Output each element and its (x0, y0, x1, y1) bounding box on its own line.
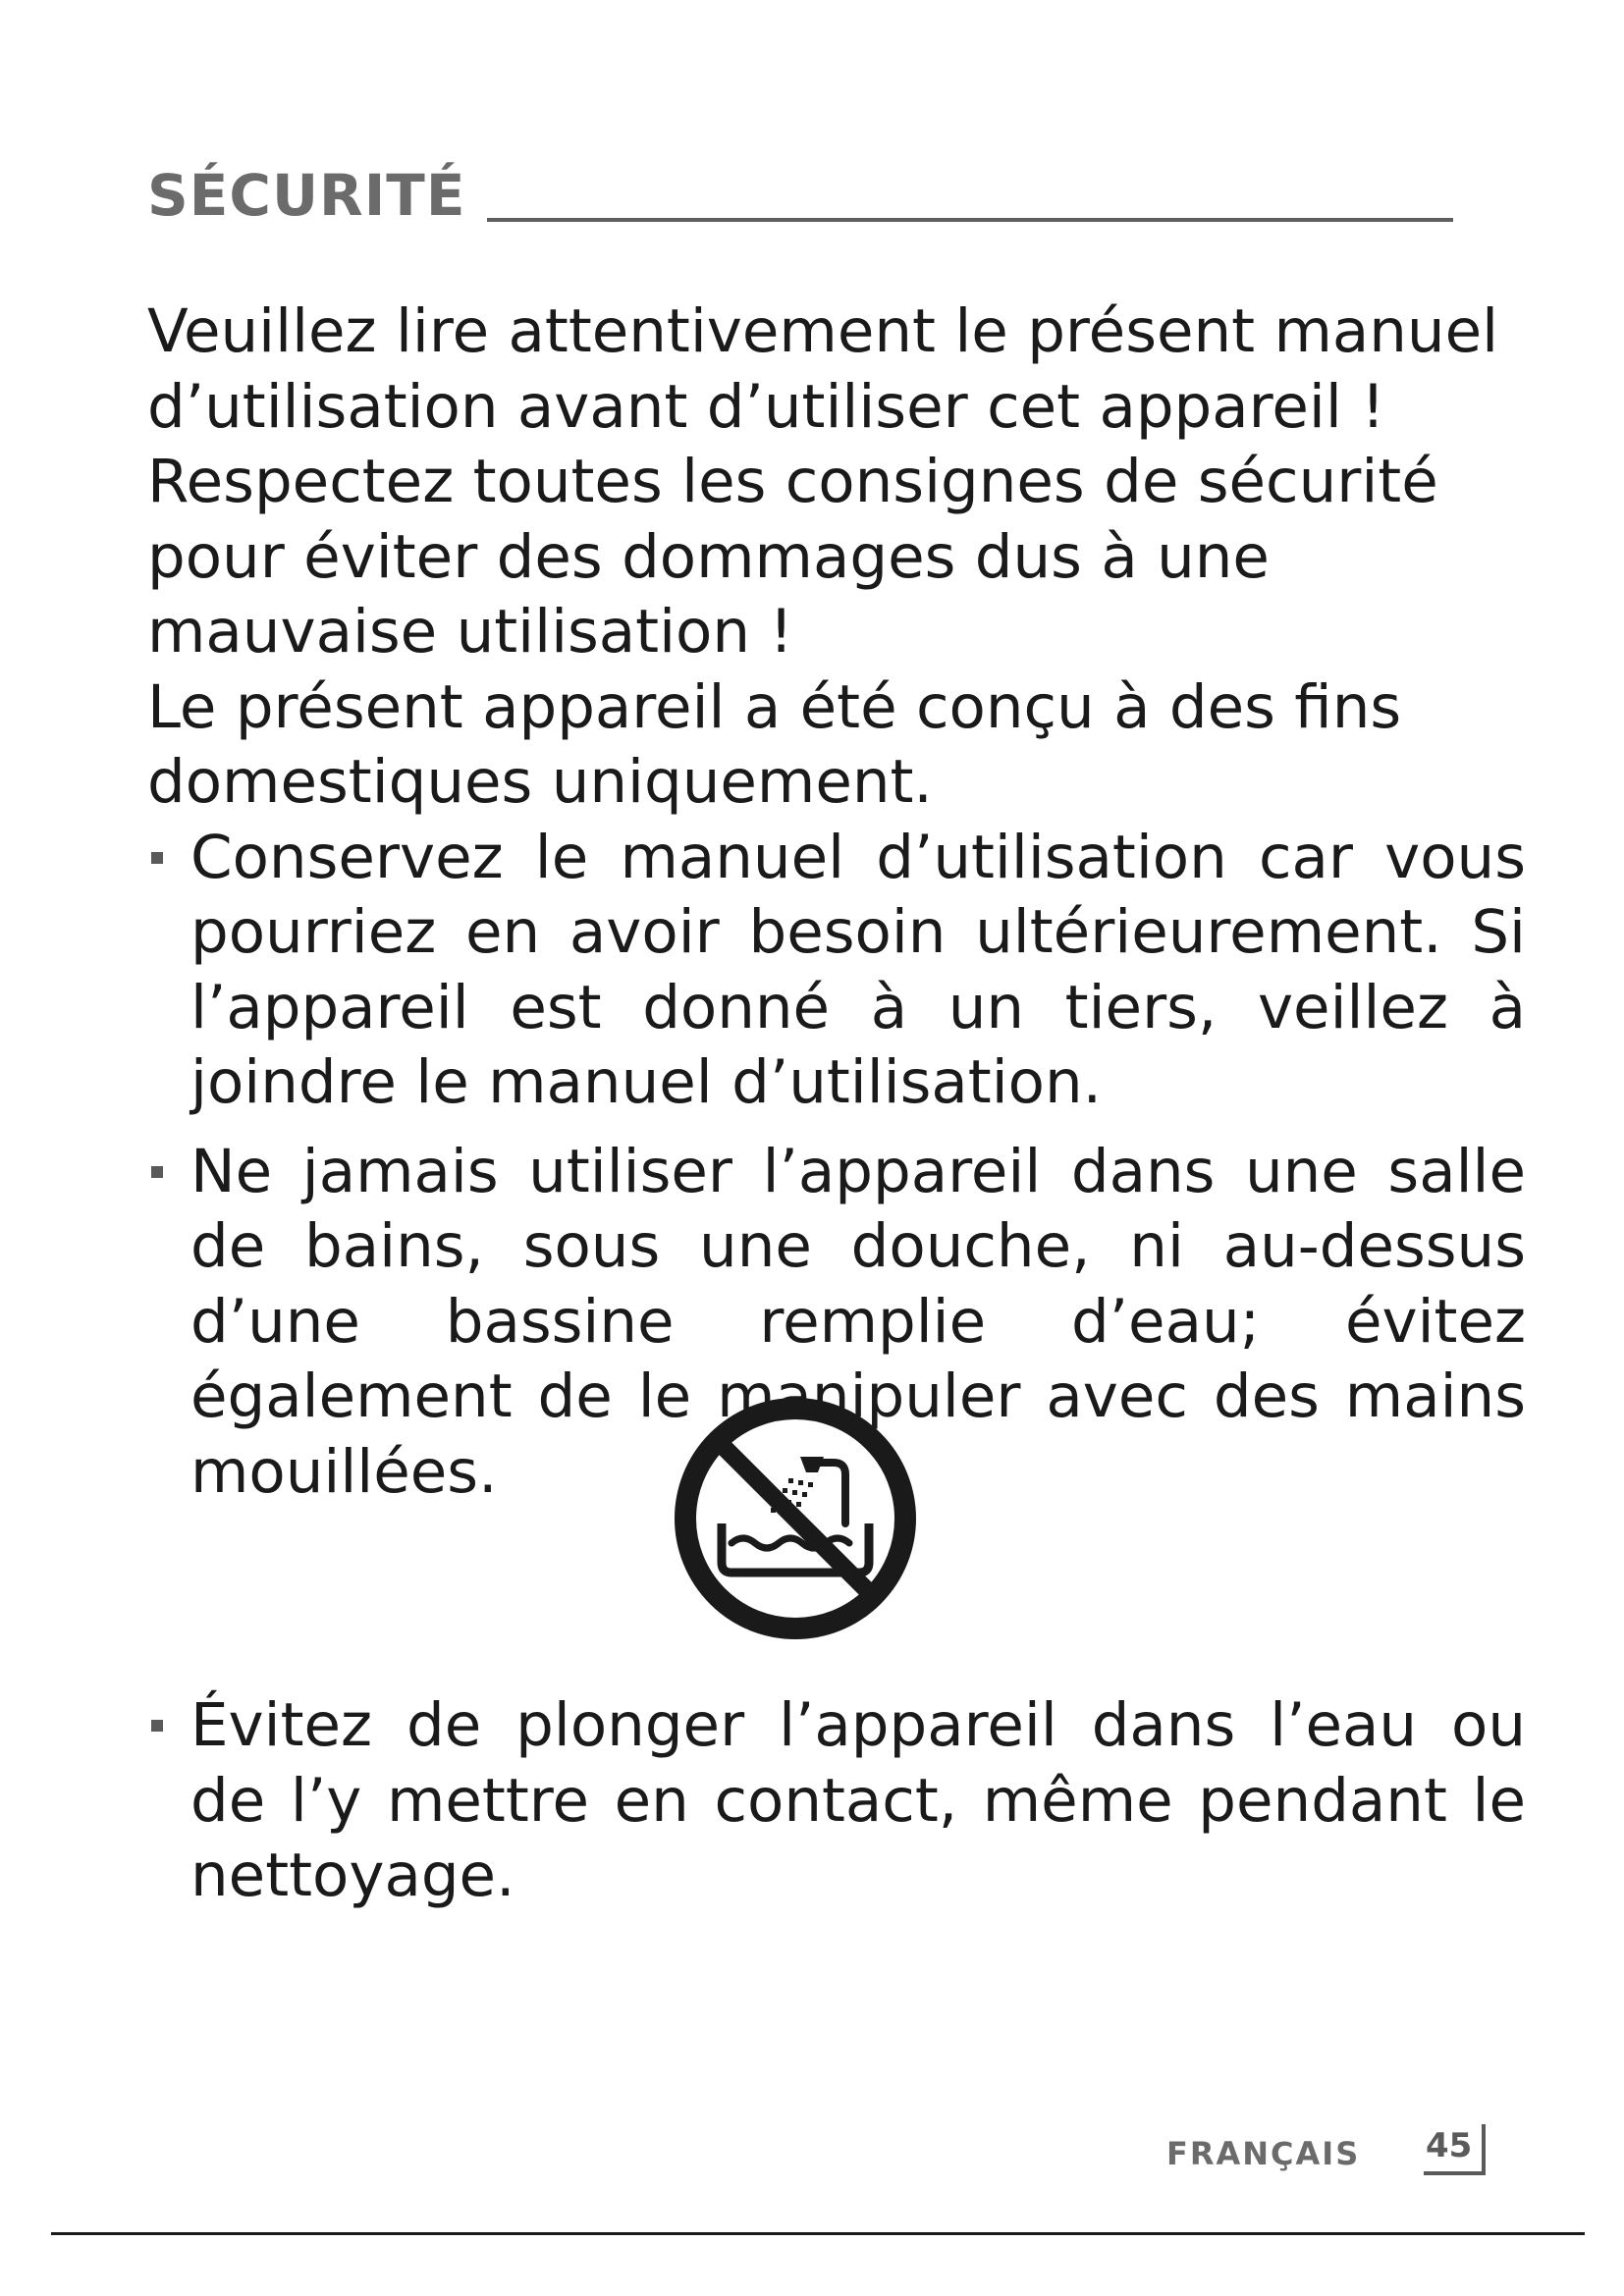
list-item (147, 1688, 1526, 1914)
list-item-text: Évitez de plonger l’appareil dans l’eau ou de l’y mettre en contact, même pendant le nettoyage. (190, 1690, 1526, 1910)
intro (147, 294, 1522, 821)
footer-language: FRANÇAIS (1166, 2135, 1361, 2172)
last-bullet-block (147, 1688, 1526, 1914)
no-bath-shower-icon (671, 1394, 920, 1643)
bullet-square-icon (151, 1166, 163, 1178)
page-number: 45 (1424, 2124, 1486, 2175)
bullet-list-2 (147, 1688, 1526, 1914)
section-heading (147, 162, 1453, 229)
list-item (147, 821, 1526, 1121)
body-text (147, 294, 1526, 1510)
section-title: SÉCURITÉ (147, 162, 466, 229)
heading-rule (487, 218, 1453, 222)
footer-rule (51, 2232, 1585, 2235)
intro-paragraph-1: Veuillez lire attentivement le présent manuel d’utilisation avant d’utiliser cet appareil ! Respectez toutes les consignes de sécurité pour éviter des dommages dus à une mauvaise utilisation ! (147, 296, 1499, 667)
list-item-text: Ne jamais utiliser l’appareil dans une salle de bains, sous une douche, ni au-dessus d’une bassine remplie d’eau; évitez également de le manipuler avec des mains mouillées. (190, 1136, 1526, 1507)
bullet-square-icon (151, 1720, 163, 1732)
bullet-square-icon (151, 852, 163, 864)
list-item-text: Conservez le manuel d’utilisation car vous pourriez en avoir besoin ultérieurement. Si l’appareil est donné à un tiers, veillez à joindre le manuel d’utilisation. (190, 822, 1526, 1117)
intro-paragraph-2: Le présent appareil a été conçu à des fins domestiques uniquement. (147, 671, 1402, 817)
